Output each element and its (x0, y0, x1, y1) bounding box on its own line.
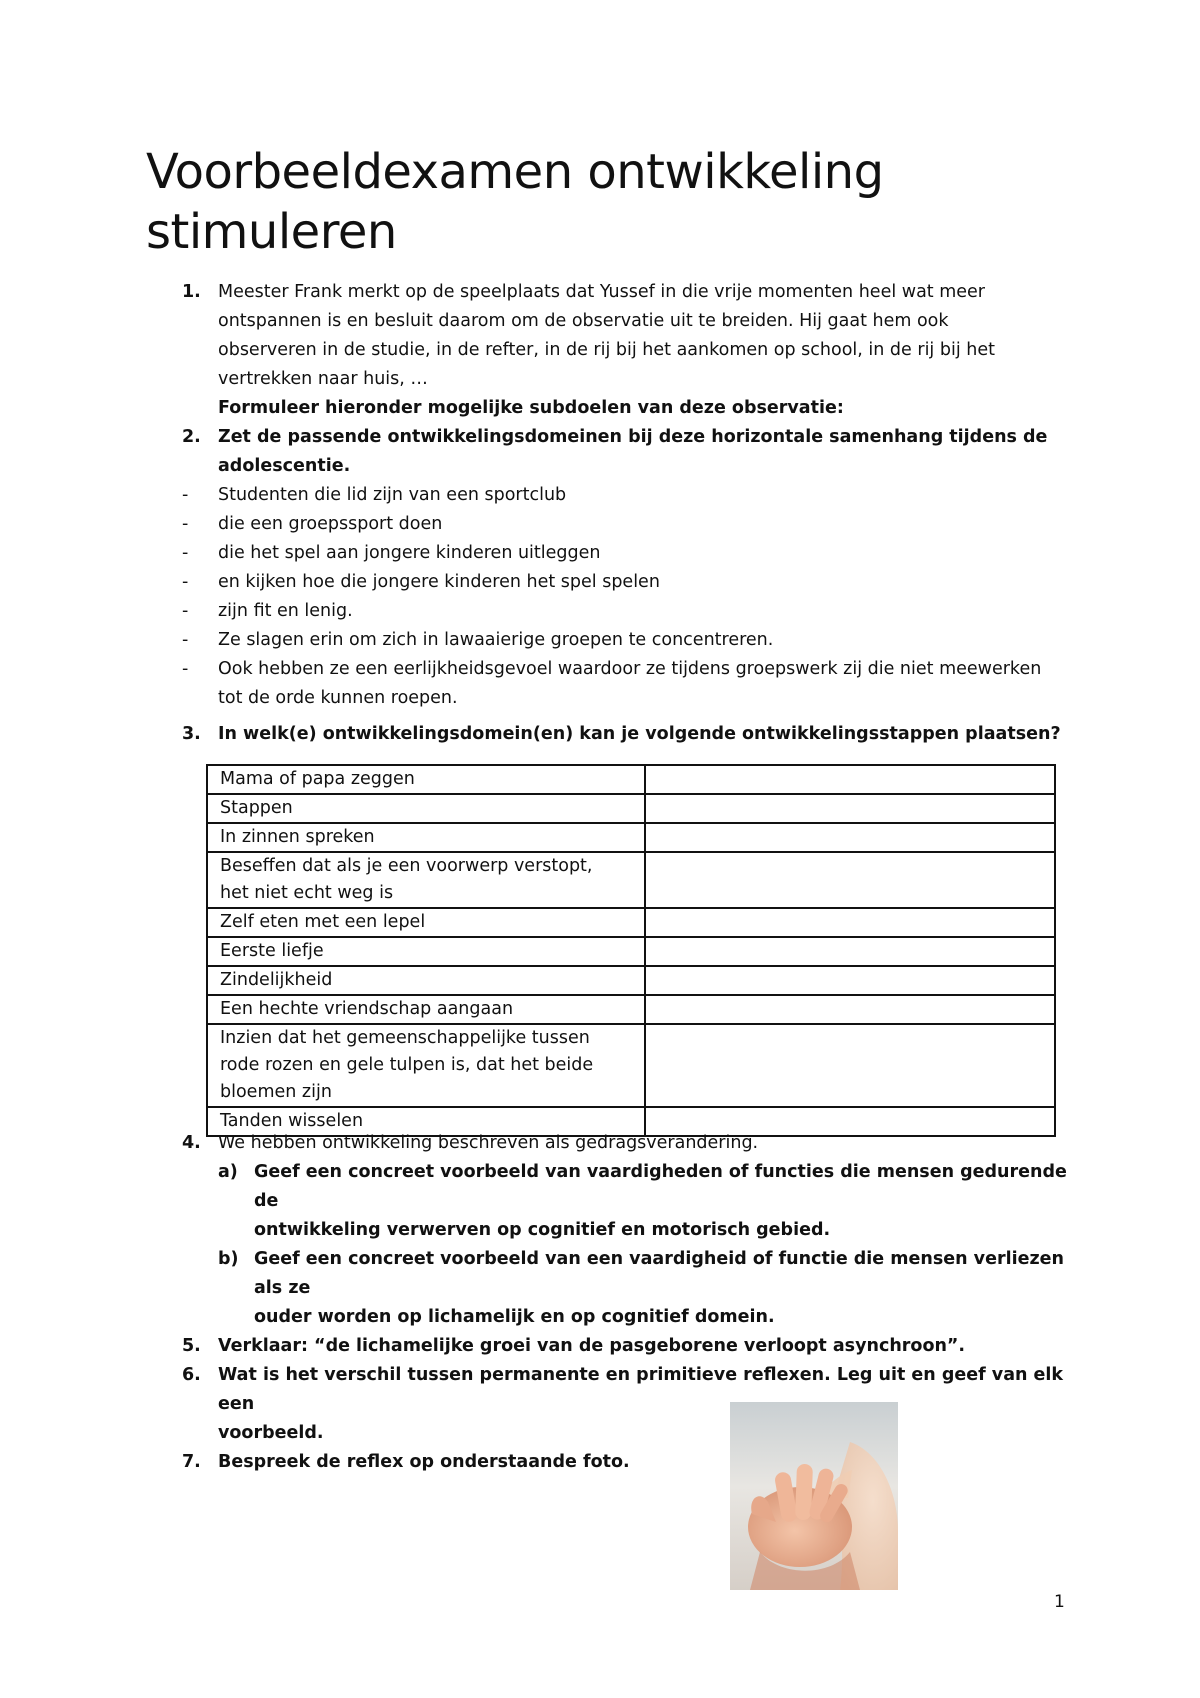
list-item-text: die een groepssport doen (218, 514, 443, 534)
question-1-line (146, 336, 1076, 365)
table-cell-step (207, 852, 645, 908)
question-text: adolescentie. (218, 456, 351, 476)
table-cell-step (207, 966, 645, 995)
question-text: voorbeeld. (218, 1423, 324, 1443)
subquestion-label: a) (218, 1162, 238, 1182)
question-3 (146, 720, 1076, 749)
table-cell-step (207, 908, 645, 937)
question-number: 4. (182, 1133, 201, 1153)
cell-text: rode rozen en gele tulpen is, dat het beide (220, 1055, 594, 1075)
table-cell-answer[interactable] (645, 794, 1055, 823)
cell-text: Zindelijkheid (220, 970, 333, 990)
subquestion-a (146, 1158, 1076, 1216)
list-item (146, 655, 1076, 684)
subquestion-a-continuation (146, 1216, 1076, 1245)
list-item-text: Ze slagen erin om zich in lawaaierige groepen te concentreren. (218, 630, 774, 650)
list-item (146, 481, 1076, 510)
list-item (146, 568, 1076, 597)
cell-text: In zinnen spreken (220, 827, 375, 847)
question-text: Bespreek de reflex op onderstaande foto. (218, 1452, 630, 1472)
question-2-line (146, 452, 1076, 481)
list-item-continuation (146, 684, 1076, 713)
question-number: 5. (182, 1336, 201, 1356)
table-row (207, 937, 1055, 966)
cell-text: Eerste liefje (220, 941, 324, 961)
table-cell-step (207, 937, 645, 966)
list-item-text: die het spel aan jongere kinderen uitleggen (218, 543, 601, 563)
subquestion-b (146, 1245, 1076, 1303)
cell-text: Mama of papa zeggen (220, 769, 415, 789)
table-row (207, 852, 1055, 908)
table-cell-answer[interactable] (645, 765, 1055, 794)
question-number: 1. (182, 282, 201, 302)
table-row (207, 1024, 1055, 1107)
table-cell-step (207, 1024, 645, 1107)
question-text: We hebben ontwikkeling beschreven als gedragsverandering. (218, 1133, 759, 1153)
cell-text: Een hechte vriendschap aangaan (220, 999, 514, 1019)
cell-text: Tanden wisselen (220, 1111, 364, 1131)
list-item-text: zijn fit en lenig. (218, 601, 353, 621)
question-text: vertrekken naar huis, … (218, 369, 428, 389)
list-item-text: Studenten die lid zijn van een sportclub (218, 485, 567, 505)
list-item (146, 626, 1076, 655)
question-text: Meester Frank merkt op de speelplaats dat Yussef in die vrije momenten heel wat meer (218, 282, 986, 302)
cell-text: Stappen (220, 798, 293, 818)
question-1-line (146, 278, 1076, 307)
table-cell-step (207, 765, 645, 794)
baby-hand-photo (730, 1402, 898, 1590)
question-1 (146, 278, 1076, 423)
question-text: Verklaar: “de lichamelijke groei van de pasgeborene verloopt asynchroon”. (218, 1336, 966, 1356)
subquestion-text: ontwikkeling verwerven op cognitief en motorisch gebied. (254, 1220, 831, 1240)
table-cell-step (207, 995, 645, 1024)
question-6-continuation (146, 1419, 1076, 1448)
subquestion-b-continuation (146, 1303, 1076, 1332)
question-text: In welk(e) ontwikkelingsdomein(en) kan je volgende ontwikkelingsstappen plaatsen? (218, 724, 1061, 744)
subquestion-label: b) (218, 1249, 239, 1269)
table-cell-step (207, 794, 645, 823)
table-cell-answer[interactable] (645, 1024, 1055, 1107)
list-item-text: tot de orde kunnen roepen. (218, 688, 458, 708)
cell-text: Beseffen dat als je een voorwerp verstopt, (220, 856, 593, 876)
list-item (146, 510, 1076, 539)
development-steps-table (206, 764, 1056, 1137)
cell-text: Zelf eten met een lepel (220, 912, 426, 932)
question-text: Zet de passende ontwikkelingsdomeinen bij deze horizontale samenhang tijdens de (218, 427, 1048, 447)
question-text: ontspannen is en besluit daarom om de observatie uit te breiden. Hij gaat hem ook (218, 311, 949, 331)
subquestion-text: ouder worden op lichamelijk en op cognitief domein. (254, 1307, 775, 1327)
list-item-text: en kijken hoe die jongere kinderen het spel spelen (218, 572, 660, 592)
page-title: Voorbeeldexamen ontwikkeling stimuleren (146, 144, 884, 260)
question-4 (146, 1129, 1076, 1477)
table-cell-answer[interactable] (645, 937, 1055, 966)
question-prompt: Formuleer hieronder mogelijke subdoelen van deze observatie: (218, 398, 844, 418)
question-3-line (146, 720, 1076, 749)
subquestion-text: Geef een concreet voorbeeld van een vaardigheid of functie die mensen verliezen als ze (254, 1249, 1064, 1298)
table-row (207, 794, 1055, 823)
question-number: 6. (182, 1365, 201, 1385)
question-number: 7. (182, 1452, 201, 1472)
list-item (146, 597, 1076, 626)
question-5 (146, 1332, 1076, 1361)
subquestion-text: Geef een concreet voorbeeld van vaardigheden of functies die mensen gedurende de (254, 1162, 1067, 1211)
cell-text: Inzien dat het gemeenschappelijke tussen (220, 1028, 590, 1048)
question-text: Wat is het verschil tussen permanente en primitieve reflexen. Leg uit en geef van elk een (218, 1365, 1064, 1414)
table-cell-answer[interactable] (645, 852, 1055, 908)
table-row (207, 823, 1055, 852)
question-1-line (146, 365, 1076, 394)
question-6 (146, 1361, 1076, 1419)
question-number: 2. (182, 427, 201, 447)
question-7 (146, 1448, 1076, 1477)
list-item-text: Ook hebben ze een eerlijkheidsgevoel waardoor ze tijdens groepswerk zij die niet meewerken (218, 659, 1042, 679)
bullet-dash: - (182, 601, 189, 621)
table-row (207, 765, 1055, 794)
table-row (207, 966, 1055, 995)
question-number: 3. (182, 724, 201, 744)
bullet-dash: - (182, 485, 189, 505)
bullet-dash: - (182, 543, 189, 563)
table-cell-answer[interactable] (645, 966, 1055, 995)
table-row (207, 995, 1055, 1024)
list-item (146, 539, 1076, 568)
table-cell-answer[interactable] (645, 908, 1055, 937)
question-1-line (146, 307, 1076, 336)
question-2-line (146, 423, 1076, 452)
table-cell-answer[interactable] (645, 823, 1055, 852)
question-2 (146, 423, 1076, 713)
table-cell-answer[interactable] (645, 995, 1055, 1024)
table-row (207, 908, 1055, 937)
question-4-line (146, 1129, 1076, 1158)
cell-text: het niet echt weg is (220, 883, 394, 903)
cell-text: bloemen zijn (220, 1082, 332, 1102)
table-cell-step (207, 823, 645, 852)
question-1-prompt (146, 394, 1076, 423)
bullet-dash: - (182, 572, 189, 592)
bullet-dash: - (182, 659, 189, 679)
page-number: 1 (1054, 1592, 1065, 1612)
question-text: observeren in de studie, in de refter, in de rij bij het aankomen op school, in de rij bij het (218, 340, 995, 360)
bullet-dash: - (182, 630, 189, 650)
bullet-dash: - (182, 514, 189, 534)
